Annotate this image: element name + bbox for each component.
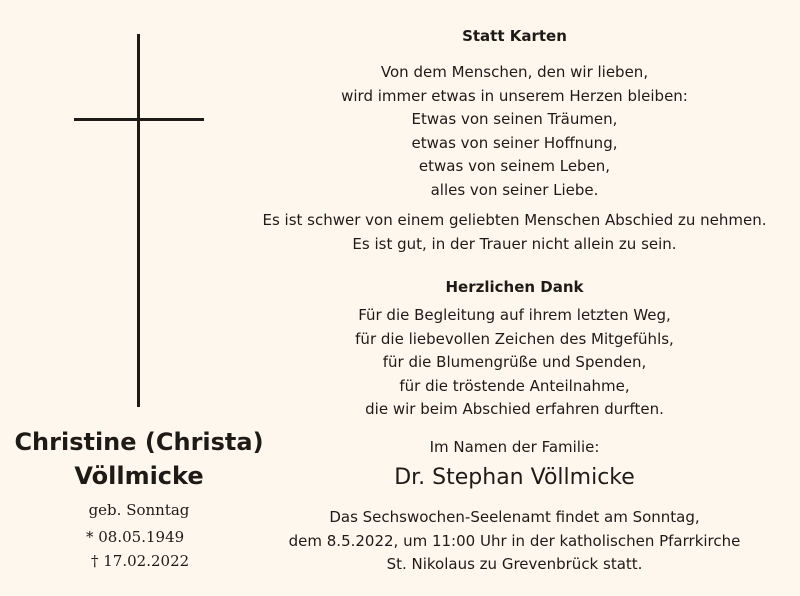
thanks-line: für die liebevollen Zeichen des Mitgefühls,: [355, 329, 674, 348]
saying-line: Es ist schwer von einem geliebten Menschen Abschied zu nehmen.: [262, 211, 767, 229]
thanks-text: [232, 304, 797, 422]
mass-line: dem 8.5.2022, um 11:00 Uhr in der katholischen Pfarrkirche: [288, 531, 741, 550]
mass-line: St. Nikolaus zu Grevenbrück statt.: [386, 555, 643, 573]
poem: [232, 61, 797, 202]
thanks-line: für die tröstende Anteilnahme,: [399, 376, 630, 395]
thanks-line: die wir beim Abschied erfahren durften.: [365, 400, 664, 418]
mass-announcement: [232, 506, 797, 577]
mass-line: Das Sechswochen-Seelenamt findet am Sonntag,: [329, 508, 700, 526]
poem-line: etwas von seiner Hoffnung,: [411, 133, 618, 152]
heading-statt-karten: Statt Karten: [462, 27, 567, 45]
poem-line: Etwas von seinen Träumen,: [411, 110, 618, 128]
poem-line: alles von seiner Liebe.: [430, 180, 599, 199]
poem-line: etwas von seinem Leben,: [418, 157, 611, 175]
saying-line: Es ist gut, in der Trauer nicht allein zu sein.: [352, 234, 677, 253]
thanks-line: für die Blumengrüße und Spenden,: [382, 353, 647, 371]
poem-line: Von dem Menschen, den wir lieben,: [380, 63, 649, 81]
cross-horizontal-bar: [74, 118, 204, 121]
deceased-name-line1: Christine (Christa): [14, 428, 264, 456]
death-date: † 17.02.2022: [91, 552, 190, 570]
deceased-surname: Völlmicke: [74, 462, 204, 490]
family-label: Im Namen der Familie:: [429, 438, 600, 456]
signer-name: Dr. Stephan Völlmicke: [394, 465, 635, 490]
poem-line: wird immer etwas in unserem Herzen bleiben:: [341, 86, 688, 105]
maiden-name: geb. Sonntag: [88, 501, 190, 519]
saying: [232, 209, 797, 256]
cross-vertical-bar: [137, 34, 140, 407]
thanks-line: Für die Begleitung auf ihrem letzten Weg,: [358, 306, 671, 324]
birth-date: * 08.05.1949: [86, 528, 185, 546]
heading-thanks: Herzlichen Dank: [445, 278, 584, 296]
